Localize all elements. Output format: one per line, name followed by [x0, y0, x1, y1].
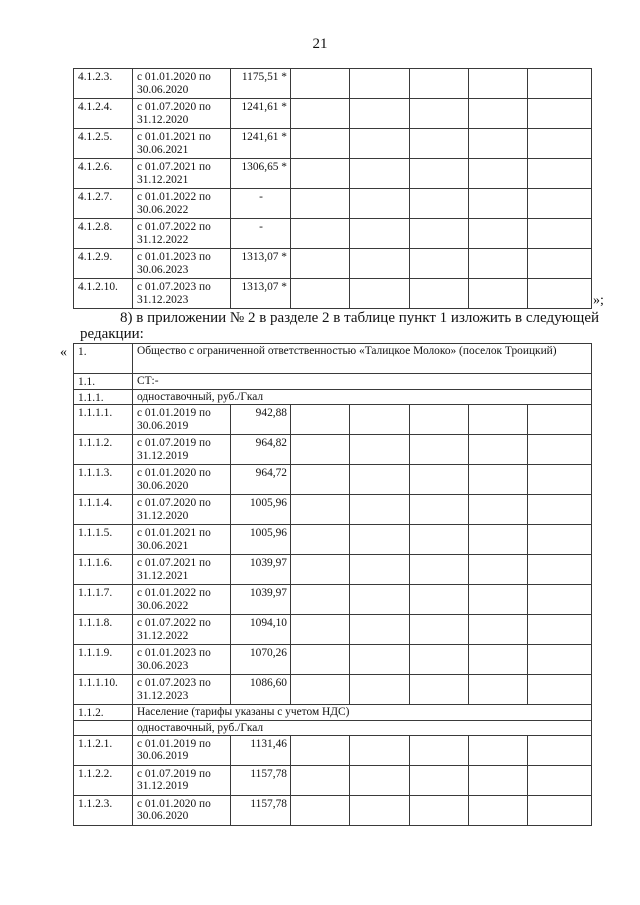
- empty-cell: [291, 765, 350, 795]
- row-period: с 01.01.2023 по 30.06.2023: [133, 645, 231, 675]
- table-row: [74, 675, 592, 705]
- row-number: 1.1.1.7.: [74, 585, 133, 615]
- empty-cell: [350, 435, 410, 465]
- row-period: с 01.07.2020 по 31.12.2020: [133, 495, 231, 525]
- population-label: Население (тарифы указаны с учетом НДС): [133, 705, 592, 721]
- row-number: 4.1.2.9.: [74, 249, 133, 279]
- empty-cell: [291, 159, 350, 189]
- row-number: 4.1.2.6.: [74, 159, 133, 189]
- st-row: [74, 374, 592, 390]
- empty-cell: [469, 735, 528, 765]
- tariff-table-continued: [73, 68, 592, 309]
- empty-cell: [410, 735, 469, 765]
- empty-cell: [469, 189, 528, 219]
- empty-cell: [291, 129, 350, 159]
- empty-cell: [291, 645, 350, 675]
- row-tariff-value: 964,82: [231, 435, 291, 465]
- row-number: 4.1.2.8.: [74, 219, 133, 249]
- empty-cell: [350, 189, 410, 219]
- empty-cell: [291, 99, 350, 129]
- row-tariff-value: 1039,97: [231, 555, 291, 585]
- table-row: [74, 249, 592, 279]
- page-number: 21: [312, 36, 328, 52]
- row-number: 4.1.2.7.: [74, 189, 133, 219]
- row-tariff-value: 1313,07 *: [231, 279, 291, 309]
- row-number: 4.1.2.10.: [74, 279, 133, 309]
- empty-cell: [469, 675, 528, 705]
- empty-cell: [350, 795, 410, 825]
- table-row: [74, 279, 592, 309]
- row-period: с 01.01.2023 по 30.06.2023: [133, 249, 231, 279]
- empty-cell: [469, 99, 528, 129]
- amendment-paragraph: [80, 310, 615, 342]
- empty-cell: [469, 129, 528, 159]
- empty-cell: [350, 279, 410, 309]
- empty-cell: [469, 405, 528, 435]
- row-number: 1.1.1.6.: [74, 555, 133, 585]
- row-number: 1.1.1.4.: [74, 495, 133, 525]
- table-row: [74, 435, 592, 465]
- row-number: 1.1.2.2.: [74, 765, 133, 795]
- empty-cell: [291, 495, 350, 525]
- st-label: СТ:-: [133, 374, 592, 390]
- empty-cell: [469, 435, 528, 465]
- empty-cell: [528, 99, 592, 129]
- empty-cell: [350, 585, 410, 615]
- row-tariff-value: 964,72: [231, 465, 291, 495]
- table-row: [74, 645, 592, 675]
- empty-cell: [528, 219, 592, 249]
- empty-cell: [291, 585, 350, 615]
- empty-cell: [350, 495, 410, 525]
- row-tariff-value: 1157,78: [231, 795, 291, 825]
- empty-cell: [350, 69, 410, 99]
- population-single-rate-label: одноставочный, руб./Гкал: [133, 720, 592, 735]
- population-single-rate-number: [74, 720, 133, 735]
- row-tariff-value: 1306,65 *: [231, 159, 291, 189]
- row-number: 1.1.1.10.: [74, 675, 133, 705]
- table-row: [74, 189, 592, 219]
- empty-cell: [350, 645, 410, 675]
- empty-cell: [410, 645, 469, 675]
- row-tariff-value: 1005,96: [231, 495, 291, 525]
- row-period: с 01.01.2022 по 30.06.2022: [133, 585, 231, 615]
- empty-cell: [469, 795, 528, 825]
- empty-cell: [350, 465, 410, 495]
- org-number: 1.: [74, 344, 133, 374]
- table-row: [74, 525, 592, 555]
- row-period: с 01.07.2022 по 31.12.2022: [133, 219, 231, 249]
- table-row: [74, 585, 592, 615]
- row-tariff-value: 1086,60: [231, 675, 291, 705]
- empty-cell: [410, 615, 469, 645]
- empty-cell: [291, 69, 350, 99]
- row-period: с 01.07.2019 по 31.12.2019: [133, 765, 231, 795]
- row-number: 1.1.2.3.: [74, 795, 133, 825]
- empty-cell: [291, 675, 350, 705]
- empty-cell: [469, 585, 528, 615]
- row-period: с 01.07.2022 по 31.12.2022: [133, 615, 231, 645]
- row-period: с 01.07.2019 по 31.12.2019: [133, 435, 231, 465]
- st-number: 1.1.: [74, 374, 133, 390]
- empty-cell: [528, 555, 592, 585]
- empty-cell: [410, 765, 469, 795]
- table-row: [74, 405, 592, 435]
- table-row: [74, 159, 592, 189]
- empty-cell: [350, 129, 410, 159]
- empty-cell: [528, 645, 592, 675]
- empty-cell: [291, 525, 350, 555]
- row-period: с 01.07.2021 по 31.12.2021: [133, 159, 231, 189]
- amendment-line-2: редакции:: [80, 326, 144, 342]
- empty-cell: [291, 279, 350, 309]
- empty-cell: [469, 615, 528, 645]
- row-tariff-value: 1094,10: [231, 615, 291, 645]
- row-tariff-value: 1241,61 *: [231, 129, 291, 159]
- row-number: 1.1.1.1.: [74, 405, 133, 435]
- empty-cell: [350, 615, 410, 645]
- empty-cell: [469, 249, 528, 279]
- table-row: [74, 555, 592, 585]
- empty-cell: [469, 159, 528, 189]
- row-tariff-value: 1005,96: [231, 525, 291, 555]
- empty-cell: [410, 129, 469, 159]
- row-tariff-value: 1039,97: [231, 585, 291, 615]
- population-row: [74, 705, 592, 721]
- empty-cell: [350, 405, 410, 435]
- table-row: [74, 129, 592, 159]
- empty-cell: [350, 735, 410, 765]
- empty-cell: [410, 189, 469, 219]
- row-period: с 01.01.2021 по 30.06.2021: [133, 129, 231, 159]
- row-tariff-value: -: [231, 189, 291, 219]
- amendment-line-1: 8) в приложении № 2 в разделе 2 в таблице пункт 1 изложить в следующей: [120, 310, 600, 326]
- org-name: Общество с ограниченной ответственностью «Талицкое Молоко» (поселок Троицкий): [133, 344, 592, 374]
- table-row: [74, 495, 592, 525]
- population-single-rate-row: [74, 720, 592, 735]
- row-number: 1.1.1.3.: [74, 465, 133, 495]
- row-period: с 01.07.2020 по 31.12.2020: [133, 99, 231, 129]
- empty-cell: [291, 405, 350, 435]
- empty-cell: [528, 795, 592, 825]
- row-period: с 01.07.2023 по 31.12.2023: [133, 675, 231, 705]
- empty-cell: [528, 249, 592, 279]
- row-tariff-value: 1070,26: [231, 645, 291, 675]
- empty-cell: [291, 555, 350, 585]
- empty-cell: [469, 495, 528, 525]
- tariff-table-section-2: [73, 343, 592, 826]
- empty-cell: [469, 525, 528, 555]
- empty-cell: [528, 159, 592, 189]
- empty-cell: [410, 405, 469, 435]
- empty-cell: [291, 435, 350, 465]
- empty-cell: [410, 69, 469, 99]
- row-period: с 01.01.2021 по 30.06.2021: [133, 525, 231, 555]
- empty-cell: [410, 675, 469, 705]
- row-number: 1.1.1.9.: [74, 645, 133, 675]
- row-period: с 01.01.2022 по 30.06.2022: [133, 189, 231, 219]
- empty-cell: [291, 465, 350, 495]
- empty-cell: [291, 795, 350, 825]
- row-tariff-value: 1175,51 *: [231, 69, 291, 99]
- table-row: [74, 795, 592, 825]
- row-number: 1.1.1.2.: [74, 435, 133, 465]
- row-number: 4.1.2.3.: [74, 69, 133, 99]
- row-number: 4.1.2.5.: [74, 129, 133, 159]
- empty-cell: [350, 159, 410, 189]
- empty-cell: [528, 525, 592, 555]
- empty-cell: [350, 249, 410, 279]
- empty-cell: [528, 765, 592, 795]
- empty-cell: [528, 69, 592, 99]
- row-tariff-value: 1313,07 *: [231, 249, 291, 279]
- org-row: [74, 344, 592, 374]
- empty-cell: [410, 585, 469, 615]
- empty-cell: [528, 435, 592, 465]
- empty-cell: [410, 795, 469, 825]
- empty-cell: [528, 189, 592, 219]
- row-number: 1.1.2.1.: [74, 735, 133, 765]
- closing-mark: »;: [593, 293, 604, 308]
- row-period: с 01.07.2023 по 31.12.2023: [133, 279, 231, 309]
- row-tariff-value: 1157,78: [231, 765, 291, 795]
- empty-cell: [528, 735, 592, 765]
- empty-cell: [410, 525, 469, 555]
- empty-cell: [291, 735, 350, 765]
- empty-cell: [528, 405, 592, 435]
- empty-cell: [410, 555, 469, 585]
- empty-cell: [528, 585, 592, 615]
- empty-cell: [410, 219, 469, 249]
- row-number: 1.1.1.5.: [74, 525, 133, 555]
- table-row: [74, 219, 592, 249]
- empty-cell: [291, 615, 350, 645]
- empty-cell: [410, 99, 469, 129]
- empty-cell: [410, 249, 469, 279]
- empty-cell: [291, 249, 350, 279]
- empty-cell: [469, 765, 528, 795]
- row-period: с 01.01.2019 по 30.06.2019: [133, 405, 231, 435]
- row-number: 4.1.2.4.: [74, 99, 133, 129]
- table-row: [74, 465, 592, 495]
- empty-cell: [291, 219, 350, 249]
- empty-cell: [469, 219, 528, 249]
- row-period: с 01.07.2021 по 31.12.2021: [133, 555, 231, 585]
- empty-cell: [469, 279, 528, 309]
- empty-cell: [528, 129, 592, 159]
- table-row: [74, 615, 592, 645]
- single-rate-number: 1.1.1.: [74, 389, 133, 405]
- row-tariff-value: 1241,61 *: [231, 99, 291, 129]
- empty-cell: [291, 189, 350, 219]
- table-row: [74, 765, 592, 795]
- empty-cell: [528, 675, 592, 705]
- empty-cell: [410, 435, 469, 465]
- single-rate-row: [74, 389, 592, 405]
- row-period: с 01.01.2020 по 30.06.2020: [133, 69, 231, 99]
- empty-cell: [469, 555, 528, 585]
- population-number: 1.1.2.: [74, 705, 133, 721]
- empty-cell: [410, 465, 469, 495]
- table-row: [74, 69, 592, 99]
- table-row: [74, 735, 592, 765]
- empty-cell: [350, 99, 410, 129]
- row-tariff-value: 1131,46: [231, 735, 291, 765]
- row-tariff-value: -: [231, 219, 291, 249]
- empty-cell: [528, 279, 592, 309]
- empty-cell: [410, 495, 469, 525]
- row-period: с 01.01.2019 по 30.06.2019: [133, 735, 231, 765]
- empty-cell: [350, 555, 410, 585]
- opening-quote: «: [60, 345, 67, 360]
- empty-cell: [469, 465, 528, 495]
- row-tariff-value: 942,88: [231, 405, 291, 435]
- empty-cell: [528, 495, 592, 525]
- empty-cell: [350, 219, 410, 249]
- empty-cell: [528, 615, 592, 645]
- empty-cell: [350, 675, 410, 705]
- row-period: с 01.01.2020 по 30.06.2020: [133, 795, 231, 825]
- row-number: 1.1.1.8.: [74, 615, 133, 645]
- empty-cell: [410, 159, 469, 189]
- empty-cell: [410, 279, 469, 309]
- empty-cell: [350, 765, 410, 795]
- empty-cell: [528, 465, 592, 495]
- empty-cell: [469, 645, 528, 675]
- empty-cell: [350, 525, 410, 555]
- row-period: с 01.01.2020 по 30.06.2020: [133, 465, 231, 495]
- single-rate-label: одноставочный, руб./Гкал: [133, 389, 592, 405]
- empty-cell: [469, 69, 528, 99]
- table-row: [74, 99, 592, 129]
